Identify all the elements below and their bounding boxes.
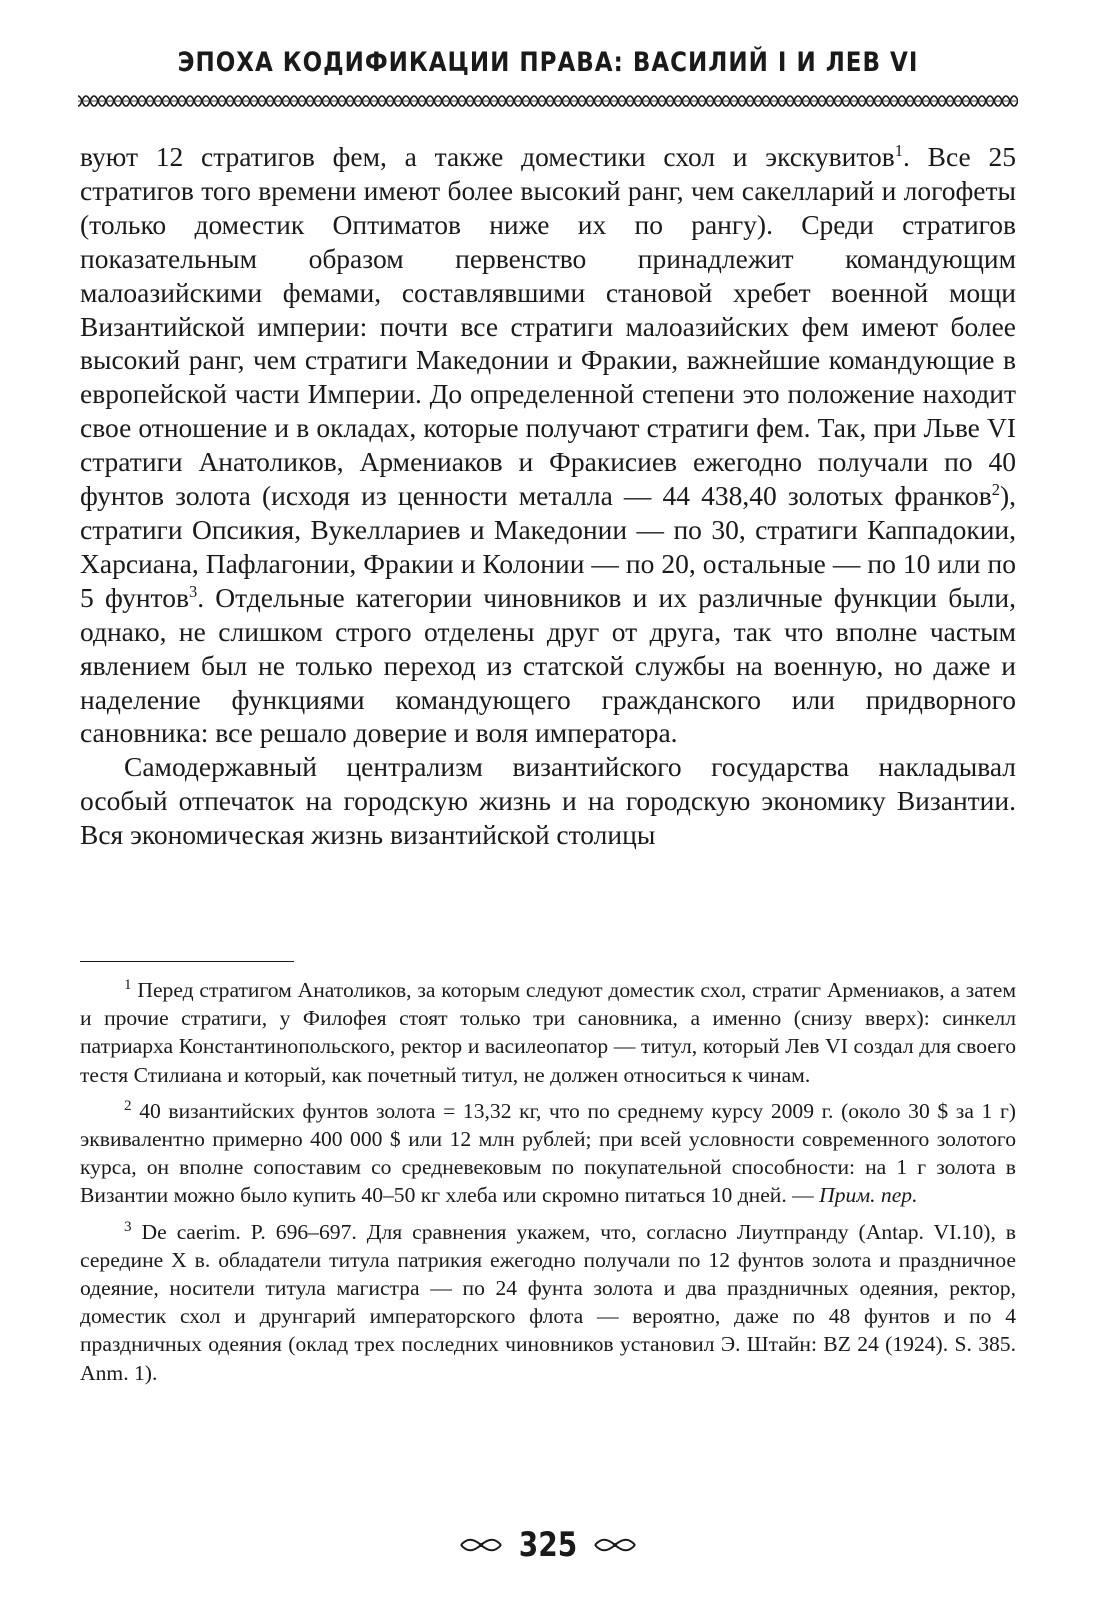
footnote-number: 3 [124,1218,132,1235]
page-footer [0,1524,1096,1568]
page-number: 325 [518,1524,578,1565]
footnotes [80,976,1016,1395]
footnote-text: De caerim. P. 696–697. Для сравнения укажем, что, согласно Лиутпранду (Antap. VI.10), в середине X в. обладатели титула патрикия ежегодно получали по 12 фунтов золота и праздничное одеяние, носители титула магистра — по 24 фунта золота и два праздничных одеяния, ректор, доместик схол и друнгарий императорского флота — вероятно, даже по 48 фунтов и по 4 праздничных одеяния (оклад трех последних чиновников установил Э. Штайн: BZ 24 (1924). S. 385. Anm. 1). [80,1219,1017,1385]
footnote-ref-1: 1 [894,140,904,160]
footnote-number: 2 [124,1097,132,1114]
footnote-ref-3: 3 [188,581,198,601]
paragraph-2: Самодержавный централизм византийского государства накладывал особый отпечаток на городскую жизнь и на городскую экономику Византии. Вся экономическая жизнь византийской столицы [80,751,1016,851]
paragraph-1-text: ), стратиги Опсикия, Вукеллариев и Македонии — по 30, стратиги Каппадокии, Харсиана, Пафлагонии, Фракии и Колонии — по 20, остальные — по 10 или по 5 фунтов [80,480,1016,613]
footnote-text: 40 византийских фунтов золота = 13,32 кг, что по среднему курсу 2009 г. (около 30 $ за 1 г) эквивалентно примерно 400 000 $ или 12 млн рублей; при всей условности современного золотого курса, он вполне сопоставим со средневековым по покупательной способности: на 1 г золота в Византии можно было купить 40–50 кг хлеба или скромно питаться 10 дней. — [80,1098,1016,1208]
right-folio-ornament [593,1536,637,1554]
footnote-3 [80,1218,1016,1387]
paragraph-1-text: . Все 25 стратигов того времени имеют более высокий ранг, чем сакелларий и логофеты (только доместик Оптиматов ниже их по рангу). Среди стратигов показательным образом первенство принадлежит командующим малоазийскими фемами, составлявшими становой хребет военной мощи Византийской империи: почти все стратиги малоазийских фем имеют более высокий ранг, чем стратиги Македонии и Фракии, важнейшие командующие в европейской части Империи. До определенной степени это положение находит свое отношение и в окладах, которые получают стратиги фем. Так, при Льве VI стратиги Анатоликов, Армениаков и Фракисиев ежегодно получали по 40 фунтов золота (исходя из ценности металла — 44 438,40 золотых франков [80,141,1016,512]
header-ornament-band [78,94,1018,108]
paragraph-1-text: вуют 12 стратигов фем, а также доместики схол и экскувитов [80,141,895,172]
translator-note: Прим. пер. [819,1183,918,1208]
footnote-number: 1 [124,976,132,993]
footnote-text: Перед стратигом Анатоликов, за которым следуют доместик схол, стратиг Армениаков, а затем и прочие стратиги, у Филофея стоят только три сановника, а именно (снизу вверх): синкелл патриарха Константинопольского, ректор и василеопатор — титул, который Лев VI создал для своего тестя Стилиана и который, как почетный титул, не должен относиться к чинам. [80,978,1016,1087]
footnote-2 [80,1097,1016,1210]
footnote-1 [80,976,1016,1089]
main-text [80,140,1016,852]
paragraph-1 [80,140,1016,750]
running-title: ЭПОХА КОДИФИКАЦИИ ПРАВА: ВАСИЛИЙ I И ЛЕВ VI [177,48,919,78]
footnote-separator [80,961,294,962]
footnote-ref-2: 2 [991,479,1000,499]
left-folio-ornament [459,1536,503,1554]
paragraph-1-text: . Отдельные категории чиновников и их различные функции были, однако, не слишком строго отделены друг от друга, так что вполне частым явлением был не только переход из статской службы на военную, но даже и наделение функциями командующего гражданского или придворного сановника: все решало доверие и воля императора. [80,581,1016,749]
